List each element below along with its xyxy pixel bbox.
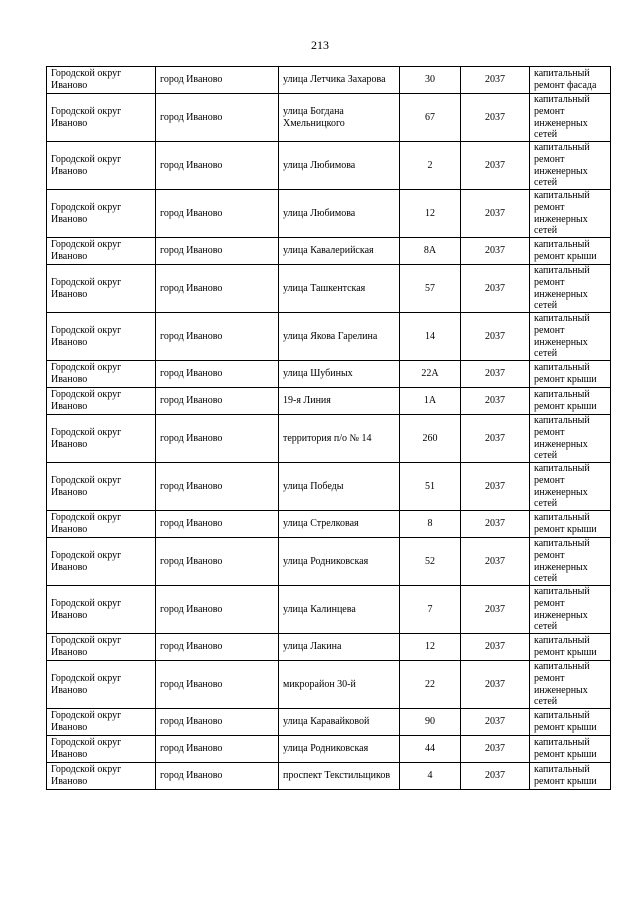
cell-year: 2037 bbox=[461, 313, 530, 361]
cell-year: 2037 bbox=[461, 67, 530, 94]
cell-street: улица Калинцева bbox=[279, 586, 400, 634]
cell-house: 12 bbox=[400, 190, 461, 238]
cell-year: 2037 bbox=[461, 538, 530, 586]
cell-house: 8А bbox=[400, 238, 461, 265]
cell-house: 2 bbox=[400, 142, 461, 190]
table-body bbox=[47, 67, 611, 790]
table-row bbox=[47, 313, 611, 361]
cell-okrug: Городской округ Иваново bbox=[47, 538, 156, 586]
cell-okrug: Городской округ Иваново bbox=[47, 634, 156, 661]
cell-work-type: капитальный ремонт инженерных сетей bbox=[530, 586, 611, 634]
cell-okrug: Городской округ Иваново bbox=[47, 763, 156, 790]
table-row bbox=[47, 190, 611, 238]
cell-okrug: Городской округ Иваново bbox=[47, 463, 156, 511]
cell-city: город Иваново bbox=[156, 265, 279, 313]
cell-year: 2037 bbox=[461, 94, 530, 142]
cell-street: улица Стрелковая bbox=[279, 511, 400, 538]
cell-street: улица Якова Гарелина bbox=[279, 313, 400, 361]
cell-house: 14 bbox=[400, 313, 461, 361]
cell-street: улица Родниковская bbox=[279, 736, 400, 763]
cell-street: улица Шубиных bbox=[279, 361, 400, 388]
cell-city: город Иваново bbox=[156, 361, 279, 388]
table-row bbox=[47, 661, 611, 709]
cell-house: 1А bbox=[400, 388, 461, 415]
cell-work-type: капитальный ремонт крыши bbox=[530, 238, 611, 265]
cell-year: 2037 bbox=[461, 415, 530, 463]
cell-house: 260 bbox=[400, 415, 461, 463]
cell-okrug: Городской округ Иваново bbox=[47, 313, 156, 361]
cell-house: 4 bbox=[400, 763, 461, 790]
cell-street: улица Любимова bbox=[279, 142, 400, 190]
cell-house: 51 bbox=[400, 463, 461, 511]
cell-okrug: Городской округ Иваново bbox=[47, 361, 156, 388]
cell-year: 2037 bbox=[461, 736, 530, 763]
cell-okrug: Городской округ Иваново bbox=[47, 736, 156, 763]
cell-work-type: капитальный ремонт крыши bbox=[530, 388, 611, 415]
cell-city: город Иваново bbox=[156, 586, 279, 634]
cell-city: город Иваново bbox=[156, 67, 279, 94]
cell-city: город Иваново bbox=[156, 238, 279, 265]
cell-okrug: Городской округ Иваново bbox=[47, 415, 156, 463]
cell-city: город Иваново bbox=[156, 661, 279, 709]
cell-house: 7 bbox=[400, 586, 461, 634]
cell-street: улица Кавалерийская bbox=[279, 238, 400, 265]
cell-street: улица Богдана Хмельницкого bbox=[279, 94, 400, 142]
cell-okrug: Городской округ Иваново bbox=[47, 661, 156, 709]
cell-work-type: капитальный ремонт инженерных сетей bbox=[530, 661, 611, 709]
cell-okrug: Городской округ Иваново bbox=[47, 67, 156, 94]
cell-year: 2037 bbox=[461, 142, 530, 190]
cell-okrug: Городской округ Иваново bbox=[47, 238, 156, 265]
cell-street: улица Лакина bbox=[279, 634, 400, 661]
cell-house: 57 bbox=[400, 265, 461, 313]
cell-street: проспект Текстильщиков bbox=[279, 763, 400, 790]
cell-work-type: капитальный ремонт крыши bbox=[530, 709, 611, 736]
table-row bbox=[47, 634, 611, 661]
cell-year: 2037 bbox=[461, 361, 530, 388]
cell-city: город Иваново bbox=[156, 388, 279, 415]
cell-work-type: капитальный ремонт крыши bbox=[530, 736, 611, 763]
cell-street: улица Родниковская bbox=[279, 538, 400, 586]
cell-house: 22 bbox=[400, 661, 461, 709]
cell-city: город Иваново bbox=[156, 511, 279, 538]
cell-year: 2037 bbox=[461, 763, 530, 790]
table-row bbox=[47, 388, 611, 415]
table-row bbox=[47, 361, 611, 388]
table-row bbox=[47, 538, 611, 586]
cell-okrug: Городской округ Иваново bbox=[47, 94, 156, 142]
cell-city: город Иваново bbox=[156, 190, 279, 238]
cell-okrug: Городской округ Иваново bbox=[47, 190, 156, 238]
cell-work-type: капитальный ремонт инженерных сетей bbox=[530, 142, 611, 190]
cell-street: улица Любимова bbox=[279, 190, 400, 238]
cell-work-type: капитальный ремонт фасада bbox=[530, 67, 611, 94]
cell-city: город Иваново bbox=[156, 313, 279, 361]
table-row bbox=[47, 709, 611, 736]
cell-work-type: капитальный ремонт инженерных сетей bbox=[530, 265, 611, 313]
table-row bbox=[47, 238, 611, 265]
cell-okrug: Городской округ Иваново bbox=[47, 511, 156, 538]
table-row bbox=[47, 736, 611, 763]
cell-work-type: капитальный ремонт инженерных сетей bbox=[530, 190, 611, 238]
cell-city: город Иваново bbox=[156, 463, 279, 511]
table-row bbox=[47, 463, 611, 511]
table-row bbox=[47, 142, 611, 190]
cell-city: город Иваново bbox=[156, 763, 279, 790]
table-row bbox=[47, 415, 611, 463]
page-number: 213 bbox=[311, 38, 329, 52]
cell-year: 2037 bbox=[461, 388, 530, 415]
cell-street: микрорайон 30-й bbox=[279, 661, 400, 709]
cell-city: город Иваново bbox=[156, 634, 279, 661]
cell-city: город Иваново bbox=[156, 94, 279, 142]
cell-house: 22А bbox=[400, 361, 461, 388]
cell-street: улица Победы bbox=[279, 463, 400, 511]
cell-work-type: капитальный ремонт инженерных сетей bbox=[530, 313, 611, 361]
cell-city: город Иваново bbox=[156, 709, 279, 736]
cell-year: 2037 bbox=[461, 586, 530, 634]
cell-work-type: капитальный ремонт инженерных сетей bbox=[530, 538, 611, 586]
cell-work-type: капитальный ремонт крыши bbox=[530, 361, 611, 388]
cell-house: 8 bbox=[400, 511, 461, 538]
cell-year: 2037 bbox=[461, 463, 530, 511]
cell-street: 19-я Линия bbox=[279, 388, 400, 415]
cell-year: 2037 bbox=[461, 238, 530, 265]
cell-okrug: Городской округ Иваново bbox=[47, 265, 156, 313]
cell-house: 30 bbox=[400, 67, 461, 94]
cell-year: 2037 bbox=[461, 511, 530, 538]
cell-city: город Иваново bbox=[156, 538, 279, 586]
cell-year: 2037 bbox=[461, 634, 530, 661]
cell-okrug: Городской округ Иваново bbox=[47, 709, 156, 736]
cell-house: 52 bbox=[400, 538, 461, 586]
cell-year: 2037 bbox=[461, 265, 530, 313]
cell-okrug: Городской округ Иваново bbox=[47, 586, 156, 634]
cell-city: город Иваново bbox=[156, 415, 279, 463]
table-row bbox=[47, 67, 611, 94]
table-row bbox=[47, 511, 611, 538]
cell-work-type: капитальный ремонт инженерных сетей bbox=[530, 94, 611, 142]
cell-work-type: капитальный ремонт крыши bbox=[530, 763, 611, 790]
table-row bbox=[47, 763, 611, 790]
cell-street: улица Ташкентская bbox=[279, 265, 400, 313]
table-row bbox=[47, 94, 611, 142]
cell-work-type: капитальный ремонт крыши bbox=[530, 634, 611, 661]
table-row bbox=[47, 586, 611, 634]
cell-year: 2037 bbox=[461, 661, 530, 709]
cell-house: 12 bbox=[400, 634, 461, 661]
cell-okrug: Городской округ Иваново bbox=[47, 142, 156, 190]
cell-year: 2037 bbox=[461, 190, 530, 238]
table-row bbox=[47, 265, 611, 313]
cell-city: город Иваново bbox=[156, 142, 279, 190]
cell-work-type: капитальный ремонт крыши bbox=[530, 511, 611, 538]
cell-okrug: Городской округ Иваново bbox=[47, 388, 156, 415]
cell-work-type: капитальный ремонт инженерных сетей bbox=[530, 415, 611, 463]
cell-house: 90 bbox=[400, 709, 461, 736]
repair-schedule-table bbox=[46, 66, 611, 790]
cell-house: 44 bbox=[400, 736, 461, 763]
cell-street: улица Летчика Захарова bbox=[279, 67, 400, 94]
cell-city: город Иваново bbox=[156, 736, 279, 763]
cell-street: улица Каравайковой bbox=[279, 709, 400, 736]
cell-house: 67 bbox=[400, 94, 461, 142]
cell-street: территория п/о № 14 bbox=[279, 415, 400, 463]
cell-work-type: капитальный ремонт инженерных сетей bbox=[530, 463, 611, 511]
cell-year: 2037 bbox=[461, 709, 530, 736]
